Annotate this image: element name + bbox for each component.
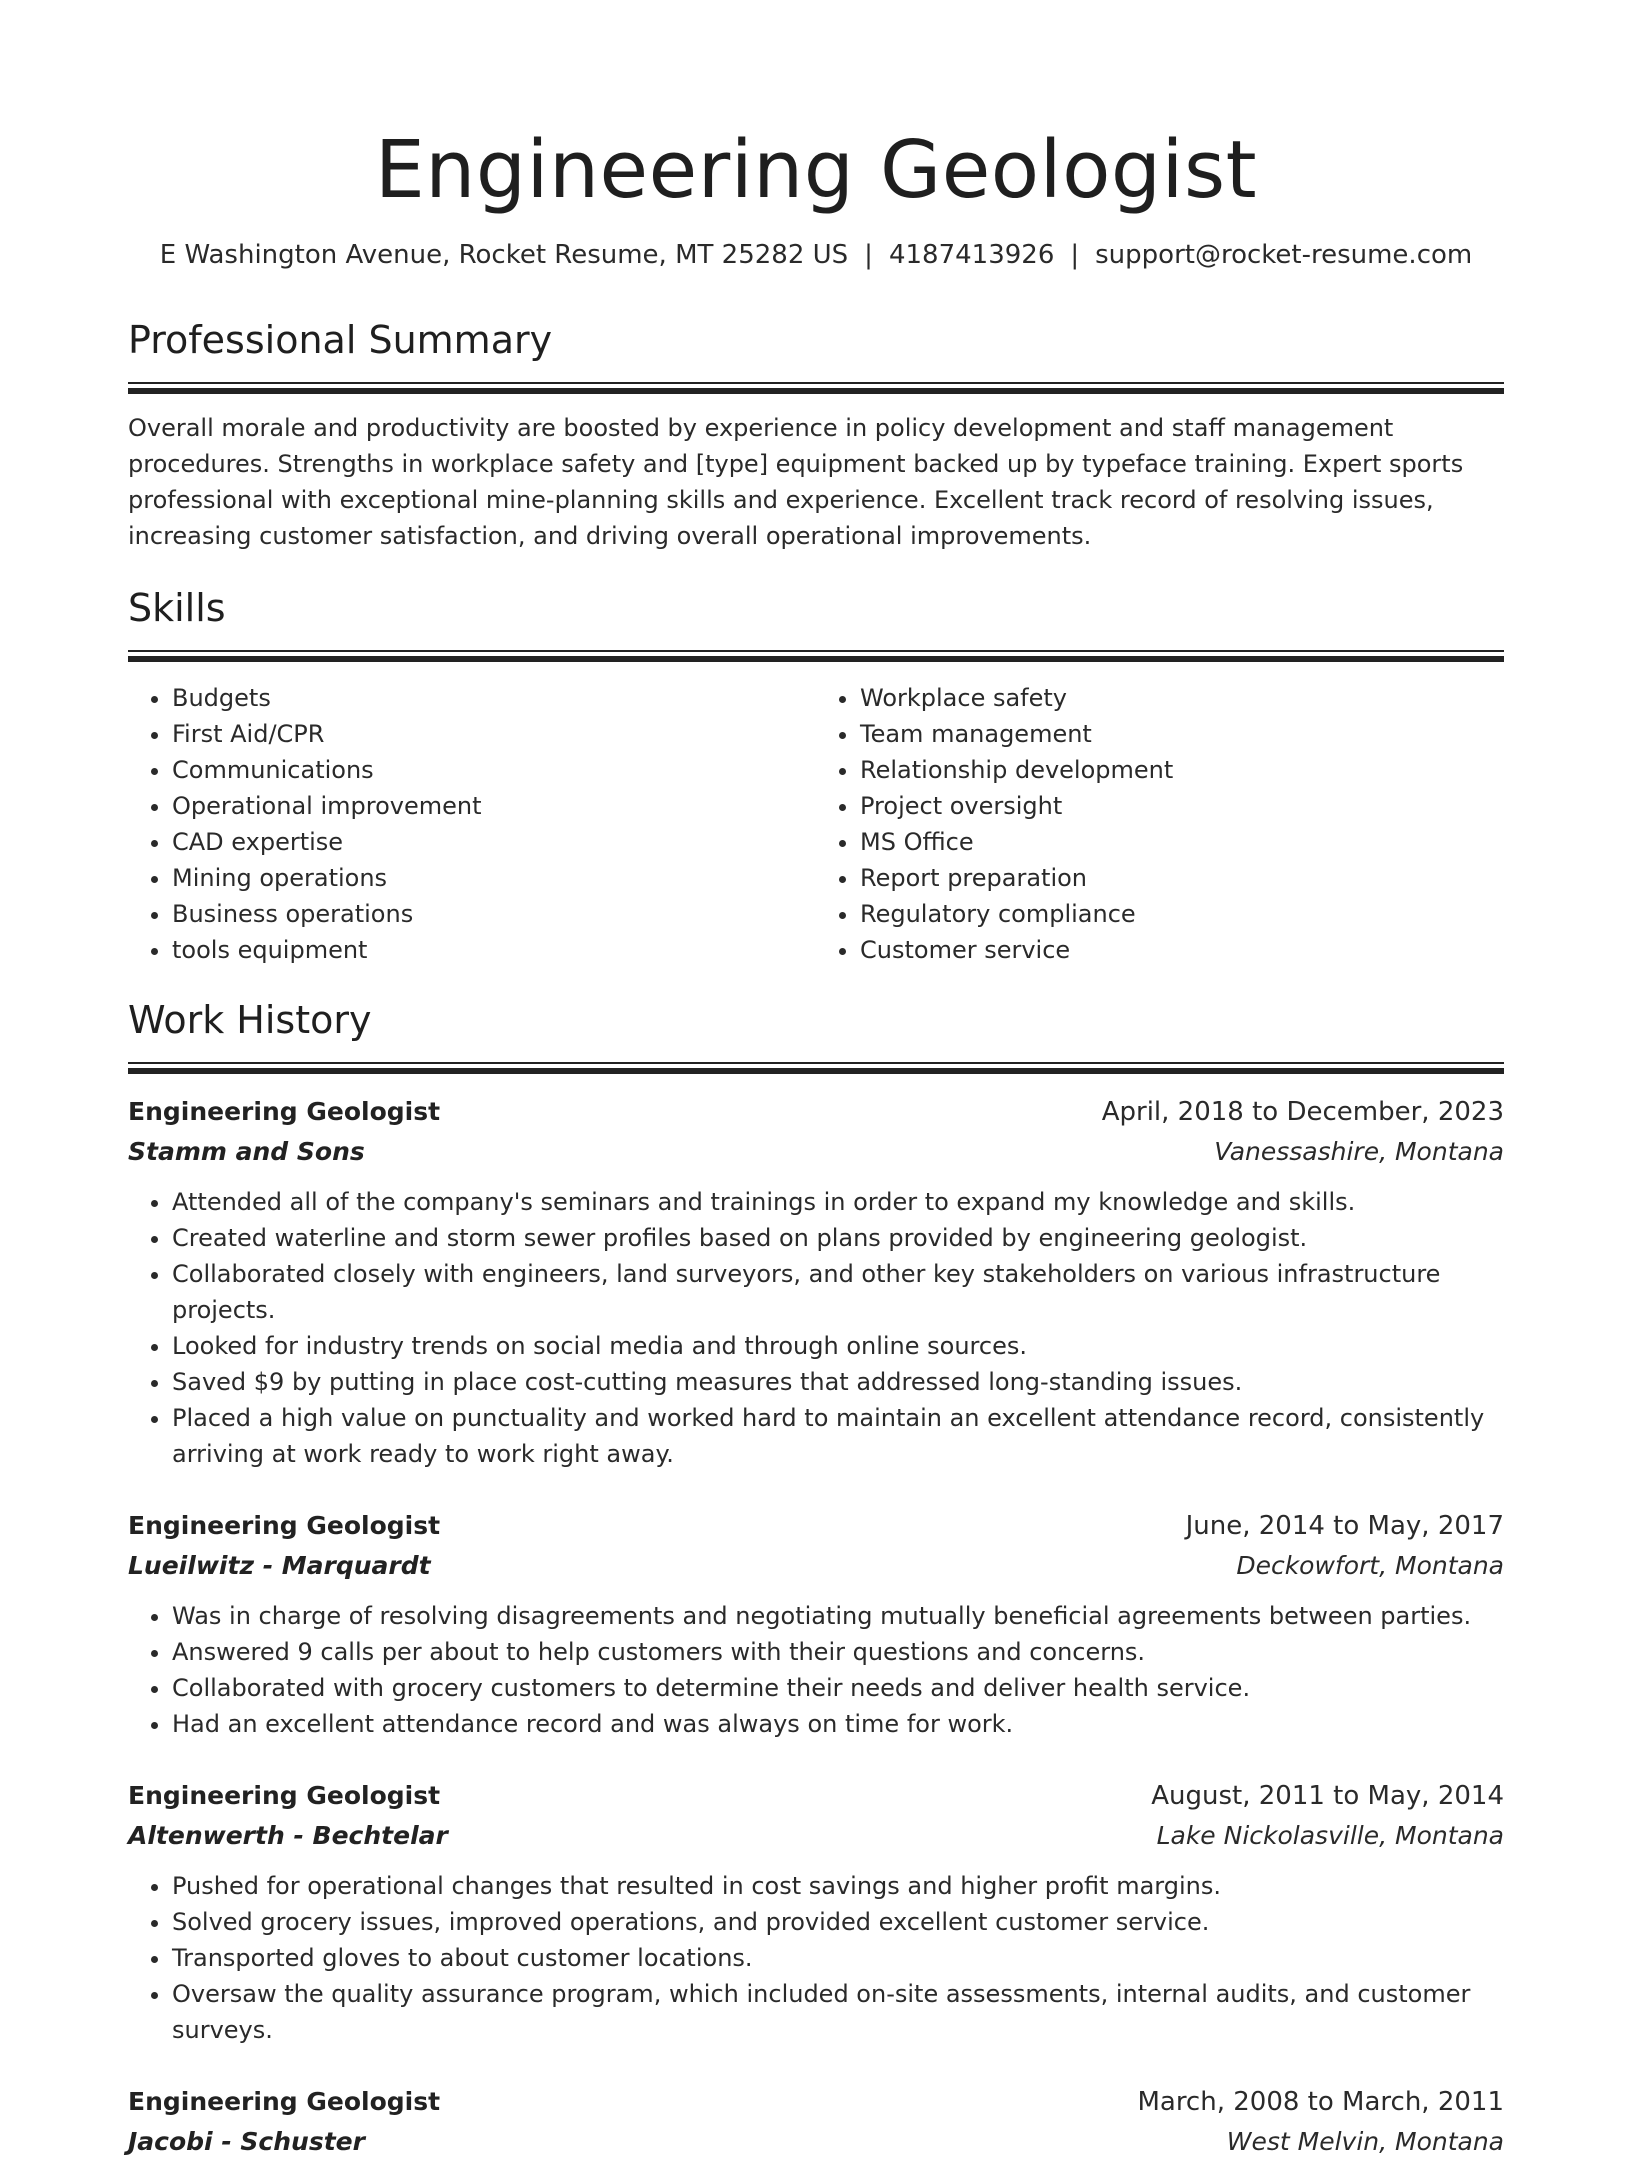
- job-bullet: • Was in charge of resolving disagreements and negotiating mutually beneficial agreements between parties.: [172, 1598, 1504, 1634]
- job-bullet: • Created waterline and storm sewer profiles based on plans provided by engineering geologist.: [172, 1220, 1504, 1256]
- job-dates: August, 2011 to May, 2014: [1151, 1781, 1504, 1811]
- skill-item: • Customer service: [860, 932, 1504, 968]
- job-bullet: • Pushed for operational changes that resulted in cost savings and higher profit margins.: [172, 1868, 1504, 1904]
- section-divider: [128, 382, 1504, 394]
- job-company-row: [128, 1816, 1504, 1856]
- contact-separator: |: [1070, 240, 1080, 270]
- job-company: Lueilwitz - Marquardt: [128, 1551, 431, 1580]
- job-location: West Melvin, Montana: [1226, 2127, 1504, 2156]
- job-location: Deckowfort, Montana: [1236, 1551, 1504, 1580]
- skill-item: • Mining operations: [172, 860, 816, 896]
- candidate-name: Engineering Geologist: [374, 124, 1258, 216]
- job-title: Engineering Geologist: [128, 2087, 441, 2116]
- skill-item: • Workplace safety: [860, 680, 1504, 716]
- skills-list-right: [816, 680, 1504, 968]
- skill-item: • Report preparation: [860, 860, 1504, 896]
- contact-line: [128, 238, 1504, 272]
- job-bullet: • Oversaw the quality assurance program, which included on-site assessments, internal audits, and customer surveys.: [172, 1976, 1504, 2048]
- job-bullets: [128, 1868, 1504, 2048]
- job-bullet: • Had an excellent attendance record and was always on time for work.: [172, 1706, 1504, 1742]
- job-entry: [128, 1776, 1504, 2048]
- job-entry: [128, 1506, 1504, 1742]
- skill-item: • Project oversight: [860, 788, 1504, 824]
- job-dates: June, 2014 to May, 2017: [1185, 1511, 1504, 1541]
- job-bullet: • Placed a high value on punctuality and worked hard to maintain an excellent attendance record, consistently arriving at work ready to work right away.: [172, 1400, 1504, 1472]
- skill-item: • MS Office: [860, 824, 1504, 860]
- job-header-row: [128, 2082, 1504, 2122]
- job-company-row: [128, 1132, 1504, 1172]
- skill-item: • Budgets: [172, 680, 816, 716]
- section-title-work-history: Work History: [128, 998, 372, 1042]
- job-company-row: [128, 1546, 1504, 1586]
- job-title: Engineering Geologist: [128, 1511, 441, 1540]
- job-bullet: • Looked for industry trends on social media and through online sources.: [172, 1328, 1504, 1364]
- contact-address: E Washington Avenue, Rocket Resume, MT 25282 US: [159, 240, 849, 270]
- job-dates: April, 2018 to December, 2023: [1101, 1097, 1504, 1127]
- job-bullet: • Attended all of the company's seminars and trainings in order to expand my knowledge and skills.: [172, 1184, 1504, 1220]
- job-entry: [128, 2082, 1504, 2162]
- skill-item: • Operational improvement: [172, 788, 816, 824]
- job-bullet: • Transported gloves to about customer locations.: [172, 1940, 1504, 1976]
- skills-columns: [128, 680, 1504, 968]
- skills-section: [128, 584, 1504, 968]
- skill-item: • Regulatory compliance: [860, 896, 1504, 932]
- job-bullet: • Collaborated with grocery customers to determine their needs and deliver health service.: [172, 1670, 1504, 1706]
- skill-item: • Team management: [860, 716, 1504, 752]
- job-title: Engineering Geologist: [128, 1097, 441, 1126]
- job-bullets: [128, 1598, 1504, 1742]
- job-header-row: [128, 1506, 1504, 1546]
- summary-text: Overall morale and productivity are boosted by experience in policy development and staff management procedures. Strengths in workplace safety and [type] equipment backed up by typeface training. Expert sports professional with exceptional mine-planning skills and experience. Excellent track record of resolving issues, increasing customer satisfaction, and driving overall operational improvements.: [128, 414, 1464, 550]
- job-header-row: [128, 1092, 1504, 1132]
- job-bullet: • Answered 9 calls per about to help customers with their questions and concerns.: [172, 1634, 1504, 1670]
- skill-item: • Communications: [172, 752, 816, 788]
- work-history-section: [128, 996, 1504, 2162]
- job-location: Vanessashire, Montana: [1214, 1137, 1504, 1166]
- contact-email: support@rocket-resume.com: [1095, 240, 1473, 270]
- section-title-skills: Skills: [128, 586, 226, 630]
- contact-separator: |: [864, 240, 873, 270]
- skills-list-left: [128, 680, 816, 968]
- job-company: Altenwerth - Bechtelar: [128, 1821, 448, 1850]
- job-company: Jacobi - Schuster: [128, 2127, 365, 2156]
- skill-item: • CAD expertise: [172, 824, 816, 860]
- job-bullet: • Solved grocery issues, improved operations, and provided excellent customer service.: [172, 1904, 1504, 1940]
- section-divider: [128, 1062, 1504, 1074]
- job-title: Engineering Geologist: [128, 1781, 441, 1810]
- section-title-summary: Professional Summary: [128, 318, 553, 362]
- skill-item: • Relationship development: [860, 752, 1504, 788]
- job-company: Stamm and Sons: [128, 1137, 365, 1166]
- skill-item: • tools equipment: [172, 932, 816, 968]
- job-bullet: • Collaborated closely with engineers, land surveyors, and other key stakeholders on various infrastructure projects.: [172, 1256, 1504, 1328]
- job-company-row: [128, 2122, 1504, 2162]
- job-header-row: [128, 1776, 1504, 1816]
- job-dates: March, 2008 to March, 2011: [1137, 2087, 1504, 2117]
- skill-item: • Business operations: [172, 896, 816, 932]
- skill-item: • First Aid/CPR: [172, 716, 816, 752]
- job-bullet: • Saved $9 by putting in place cost-cutting measures that addressed long-standing issues.: [172, 1364, 1504, 1400]
- job-bullets: [128, 1184, 1504, 1472]
- job-location: Lake Nickolasville, Montana: [1156, 1821, 1504, 1850]
- section-divider: [128, 650, 1504, 662]
- contact-phone: 4187413926: [888, 240, 1055, 270]
- professional-summary-section: [128, 316, 1504, 554]
- job-entry: [128, 1092, 1504, 1472]
